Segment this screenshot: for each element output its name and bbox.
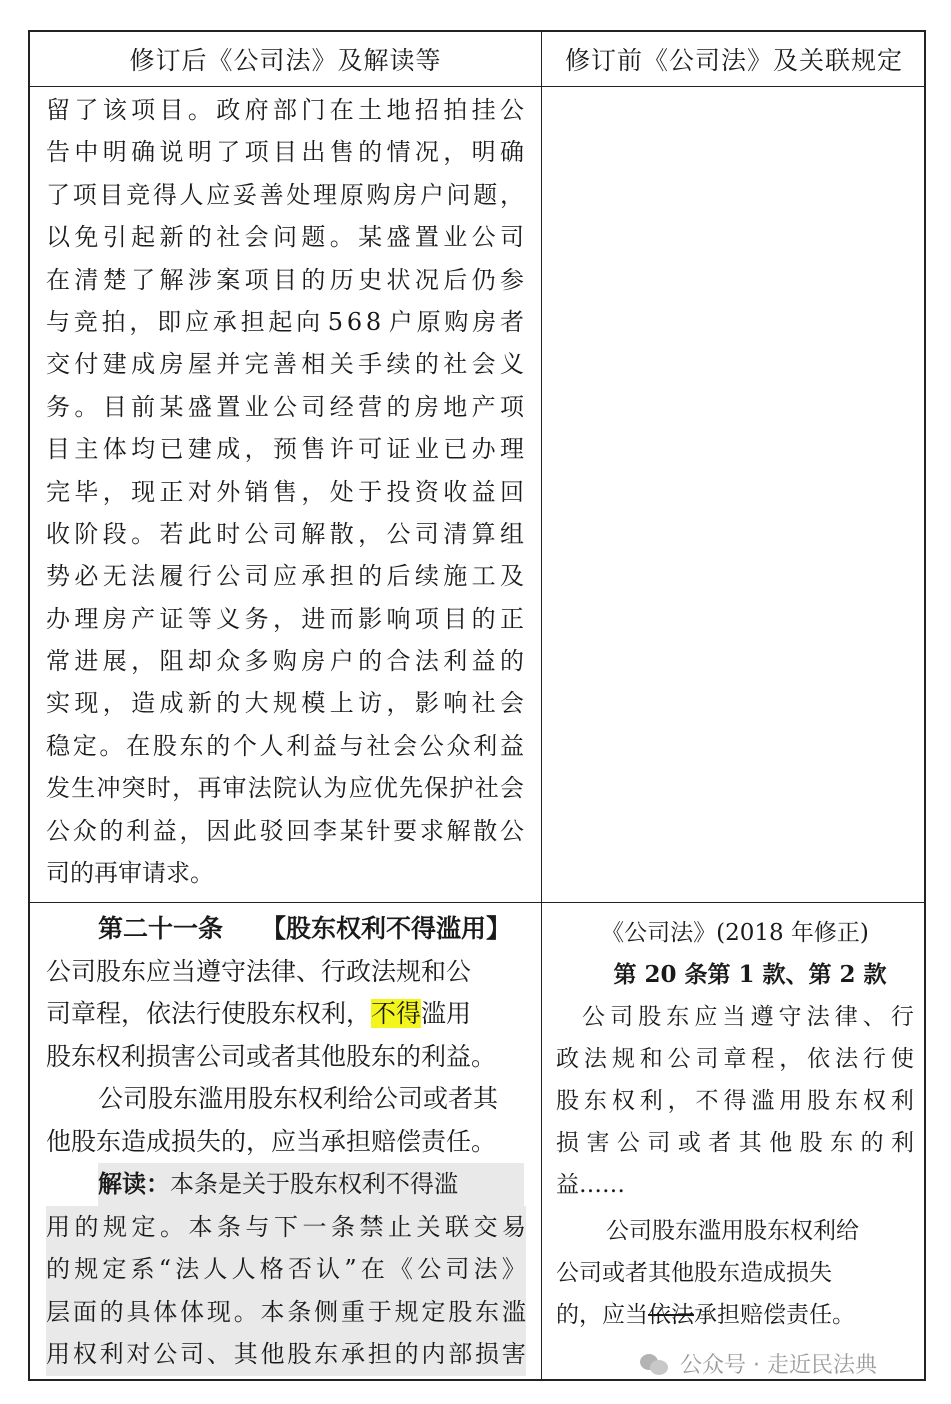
- text-line: 益……: [556, 1172, 625, 1198]
- row-divider: [30, 902, 924, 903]
- text-line: 实 现 ， 造 成 新 的 大 规 模 上 访 ， 影 响 社 会: [46, 689, 524, 718]
- article-title: 【股东权利不得滥用】: [261, 914, 512, 943]
- article-text: 股东权利损害公司或者其他股东的利益。: [46, 1041, 497, 1071]
- text-line: 完 毕 ， 现 正 对 外 销 售 ， 处 于 投 资 收 益 回: [46, 477, 524, 506]
- original-law: [556, 912, 914, 1336]
- article-heading: [46, 908, 526, 951]
- article-21: [46, 908, 526, 1376]
- text-line: 股 东 权 利 ， 不 得 滥 用 股 东 权 利: [556, 1088, 914, 1114]
- text-line: 了 项 目 竞 得 人 应 妥 善 处 理 原 购 房 户 问 题 ，: [46, 180, 524, 209]
- interpretation: 解读：本条是关于股东权利不得滥: [46, 1163, 526, 1206]
- text-line: 以 免 引 起 新 的 社 会 问 题 。 某 盛 置 业 公 司: [46, 223, 524, 252]
- header-original: 修订前《公司法》及关联规定: [564, 46, 903, 75]
- comparison-table: [28, 30, 926, 1381]
- text-line: 公 司 股 东 应 当 遵 守 法 律 、 行: [582, 1004, 914, 1030]
- article-text: 他股东造成损失的，应当承担赔偿责任。: [46, 1126, 497, 1156]
- law-text: 公司或者其他股东造成损失: [556, 1260, 832, 1286]
- text-line: 务 。 目 前 某 盛 置 业 公 司 经 营 的 房 地 产 项: [46, 392, 524, 421]
- text-line: 势 必 无 法 履 行 公 司 应 承 担 的 后 续 施 工 及: [46, 562, 524, 591]
- article-text: 司章程，依法行使股东权利，不得滥用: [46, 999, 472, 1028]
- text-line: 在 清 楚 了 解 涉 案 项 目 的 历 史 状 况 后 仍 参: [46, 265, 524, 294]
- text-line: 常 进 展 ， 阻 却 众 多 购 房 户 的 合 法 利 益 的: [46, 647, 524, 676]
- text-line: 与 竞 拍 ， 即 应 承 担 起 向 5 6 8 户 原 购 房 者: [46, 307, 524, 336]
- watermark: 公众号 · 走近民法典: [640, 1348, 877, 1379]
- text-line: 办 理 房 产 证 等 义 务 ， 进 而 影 响 项 目 的 正: [46, 604, 524, 633]
- law-text: 公司股东滥用股东权利给: [606, 1218, 859, 1244]
- struck-text: 依法: [648, 1302, 694, 1328]
- header-revised: 修订后《公司法》及解读等: [129, 46, 442, 75]
- text-line: 层 面 的 具 体 体 现 。 本 条 侧 重 于 规 定 股 东 滥: [46, 1291, 526, 1334]
- text-line: 司的再审请求。: [46, 859, 214, 888]
- text-line: 发 生 冲 突 时 ， 再 审 法 院 认 为 应 优 先 保 护 社 会: [46, 774, 524, 803]
- text-line: 稳 定 。 在 股 东 的 个 人 利 益 与 社 会 公 众 利 益: [46, 731, 524, 760]
- text-line: 用 的 规 定 。 本 条 与 下 一 条 禁 止 关 联 交 易: [46, 1206, 526, 1249]
- law-text: [556, 996, 914, 1206]
- interpretation-text: [46, 1206, 526, 1376]
- text-line: 留 了 该 项 目 。 政 府 部 门 在 土 地 招 拍 挂 公: [46, 96, 524, 124]
- clause-reference: 第 20 条第 1 款、第 2 款: [613, 961, 887, 988]
- law-text: 的，应当依法承担赔偿责任。: [556, 1302, 855, 1328]
- article-text: 公司股东滥用股东权利给公司或者其: [98, 1084, 499, 1113]
- column-divider: [541, 32, 542, 1379]
- text-line: 告 中 明 确 说 明 了 项 目 出 售 的 情 况 ， 明 确: [46, 138, 524, 167]
- highlighted-text: 不得: [371, 999, 422, 1028]
- text-line: 的 规 定 系 “ 法 人 人 格 否 认 ” 在 《 公 司 法 》: [46, 1248, 526, 1291]
- text-line: 公 众 的 利 益 ， 因 此 驳 回 李 某 针 要 求 解 散 公: [46, 816, 524, 845]
- text-line: 交 付 建 成 房 屋 并 完 善 相 关 手 续 的 社 会 义: [46, 350, 524, 379]
- header-divider: [30, 86, 924, 87]
- text-line: 目 主 体 均 已 建 成 ， 预 售 许 可 证 业 已 办 理: [46, 435, 524, 464]
- text-line: 政 法 规 和 公 司 章 程 ， 依 法 行 使: [556, 1046, 914, 1072]
- article-text: 公司股东应当遵守法律、行政法规和公: [46, 956, 472, 986]
- law-title: 《公司法》(2018 年修正): [601, 920, 869, 946]
- interpretation-label: 解读：: [98, 1169, 170, 1198]
- text-line: 用 权 利 对 公 司 、 其 他 股 东 承 担 的 内 部 损 害: [46, 1333, 526, 1376]
- article-number: 第二十一条: [98, 914, 224, 943]
- text-line: 损 害 公 司 或 者 其 他 股 东 的 利: [556, 1130, 914, 1156]
- wechat-icon: [640, 1352, 670, 1376]
- text-line: 收 阶 段 。 若 此 时 公 司 解 散 ， 公 司 清 算 组: [46, 519, 524, 548]
- case-narrative: [46, 89, 524, 894]
